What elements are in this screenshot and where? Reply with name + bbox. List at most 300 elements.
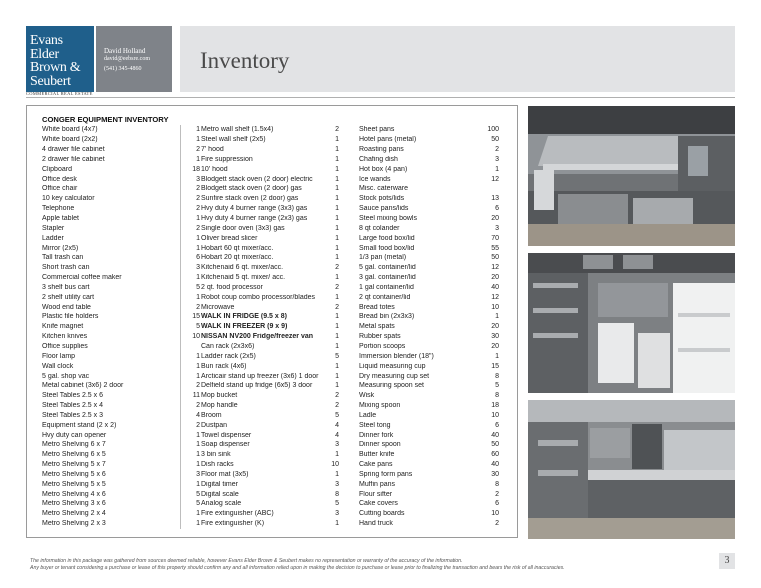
inventory-row — [201, 361, 361, 371]
item-quantity: 1 — [335, 175, 339, 183]
inventory-column-2 — [201, 125, 361, 529]
item-quantity: 1 — [335, 342, 339, 350]
item-name: Metro Shelving 5 x 7 — [42, 461, 106, 469]
inventory-row — [42, 263, 202, 273]
inventory-row — [201, 263, 361, 273]
item-quantity: 1 — [180, 214, 200, 224]
inventory-row — [359, 273, 509, 283]
item-name: Hvy duty can opener — [42, 431, 107, 439]
inventory-row — [201, 460, 361, 470]
item-name: 2 qt container/lid — [359, 293, 411, 301]
item-name: 3 shelf bus cart — [42, 283, 90, 291]
item-quantity: 1 — [335, 146, 339, 154]
inventory-row — [201, 292, 361, 302]
inventory-row — [201, 519, 361, 529]
item-name: Hotel pans (metal) — [359, 136, 417, 144]
inventory-row — [201, 371, 361, 381]
page-number: 3 — [719, 553, 735, 569]
item-quantity: 1 — [335, 470, 339, 478]
item-quantity: 1 — [180, 292, 200, 302]
item-quantity: 60 — [491, 451, 499, 459]
item-name: Hobart 20 qt mixer/acc. — [201, 254, 274, 262]
item-name: Steel Tables 2.5 x 3 — [42, 411, 103, 419]
inventory-row — [201, 342, 361, 352]
item-quantity: 10 — [491, 411, 499, 419]
inventory-row — [359, 184, 509, 194]
inventory-row — [42, 391, 202, 401]
item-name: White board (2x2) — [42, 136, 98, 144]
item-name: Small food box/lid — [359, 244, 415, 252]
item-quantity: 5 — [335, 352, 339, 360]
item-quantity: 20 — [491, 215, 499, 223]
item-quantity: 2 — [180, 420, 200, 430]
inventory-row — [201, 155, 361, 165]
item-quantity: 1 — [180, 519, 200, 529]
item-name: 8 qt colander — [359, 224, 400, 232]
item-quantity: 20 — [491, 274, 499, 282]
inventory-row — [42, 292, 202, 302]
inventory-row — [201, 253, 361, 263]
item-quantity: 20 — [491, 342, 499, 350]
item-name: Stock pots/lids — [359, 195, 405, 203]
item-name: Sunfire stack oven (2 door) gas — [201, 195, 299, 203]
item-name: Dinner spoon — [359, 441, 401, 449]
item-name: Wall clock — [42, 362, 74, 370]
inventory-row — [42, 145, 202, 155]
item-quantity: 1 — [335, 155, 339, 163]
item-quantity: 50 — [491, 254, 499, 262]
disclaimer-line: Any buyer or tenant considering a purchase or lease of this property should confirm any and all information relied upon in making the decision to purchase or lease prior to finalizing the transaction and bears the risk of all inaccuracies. — [30, 564, 565, 571]
inventory-row — [359, 243, 509, 253]
inventory-row — [359, 204, 509, 214]
item-name: Fire extinguisher (ABC) — [201, 510, 274, 518]
item-quantity: 50 — [491, 441, 499, 449]
item-quantity: 1 — [335, 382, 339, 390]
item-name: Bun rack (4x6) — [201, 362, 247, 370]
item-quantity: 1 — [335, 215, 339, 223]
inventory-row — [42, 283, 202, 293]
item-name: Hvy duty 4 burner range (3x3) gas — [201, 205, 308, 213]
item-quantity: 4 — [180, 410, 200, 420]
item-quantity: 1 — [335, 234, 339, 242]
item-name: Chafing dish — [359, 155, 398, 163]
item-name: Sheet pans — [359, 126, 395, 134]
item-name: Kitchen knives — [42, 333, 88, 341]
inventory-row — [42, 499, 202, 509]
item-quantity: 8 — [335, 490, 339, 498]
inventory-row — [359, 401, 509, 411]
item-quantity: 2 — [180, 223, 200, 233]
inventory-row — [42, 164, 202, 174]
inventory-row — [359, 302, 509, 312]
item-name: Can rack (2x3x6) — [201, 342, 255, 350]
inventory-row — [201, 509, 361, 519]
inventory-table — [26, 105, 518, 538]
item-name: NISSAN NV200 Fridge/freezer van — [201, 333, 314, 341]
item-name: Metro wall shelf (1.5x4) — [201, 126, 274, 134]
item-name: Ladder rack (2x5) — [201, 352, 256, 360]
item-name: Floor mat (3x5) — [201, 470, 249, 478]
item-quantity: 2 — [335, 264, 339, 272]
item-quantity: 1 — [335, 313, 339, 321]
inventory-row — [42, 342, 202, 352]
item-name: Microwave — [201, 303, 235, 311]
item-name: Office desk — [42, 175, 77, 183]
item-quantity: 1 — [335, 224, 339, 232]
header-divider — [26, 97, 735, 98]
item-quantity: 1 — [180, 440, 200, 450]
item-name: 10' hood — [201, 165, 228, 173]
item-quantity: 20 — [491, 323, 499, 331]
item-name: Dish racks — [201, 461, 234, 469]
inventory-row — [42, 361, 202, 371]
page-title: Inventory — [200, 48, 290, 73]
item-quantity: 1 — [180, 460, 200, 470]
item-quantity: 5 — [180, 489, 200, 499]
inventory-row — [359, 223, 509, 233]
item-name: Knife magnet — [42, 323, 84, 331]
item-name: Short trash can — [42, 264, 90, 272]
item-quantity: 1 — [335, 372, 339, 380]
item-name: Bread totes — [359, 303, 395, 311]
item-quantity: 8 — [495, 392, 499, 400]
item-quantity: 6 — [495, 205, 499, 213]
inventory-row — [42, 204, 202, 214]
inventory-row — [42, 430, 202, 440]
item-quantity: 6 — [180, 253, 200, 263]
inventory-row — [359, 420, 509, 430]
inventory-row — [42, 470, 202, 480]
item-quantity: 2 — [180, 145, 200, 155]
item-quantity: 2 — [495, 520, 499, 528]
item-quantity: 5 — [495, 382, 499, 390]
inventory-row — [42, 302, 202, 312]
inventory-row — [359, 351, 509, 361]
item-quantity: 5 — [335, 411, 339, 419]
item-name: Kitchenaid 5 qt. mixer/ acc. — [201, 274, 286, 282]
item-quantity: 6 — [495, 500, 499, 508]
item-name: White board (4x7) — [42, 126, 98, 134]
inventory-row — [42, 155, 202, 165]
item-name: Mirror (2x5) — [42, 244, 79, 252]
item-quantity: 40 — [491, 431, 499, 439]
item-name: 3 gal. container/lid — [359, 274, 416, 282]
item-name: Broom — [201, 411, 222, 419]
item-quantity: 1 — [335, 205, 339, 213]
inventory-row — [42, 450, 202, 460]
inventory-row — [359, 233, 509, 243]
inventory-row — [42, 253, 202, 263]
item-name: Steel Tables 2.5 x 6 — [42, 392, 103, 400]
item-quantity: 1 — [180, 233, 200, 243]
item-name: Misc. caterware — [359, 185, 409, 193]
item-quantity — [469, 184, 499, 194]
item-name: Cutting boards — [359, 510, 405, 518]
item-quantity: 1 — [180, 509, 200, 519]
inventory-row — [201, 351, 361, 361]
item-name: Tall trash can — [42, 254, 84, 262]
item-name: 3 bin sink — [201, 451, 231, 459]
inventory-row — [359, 283, 509, 293]
item-quantity: 30 — [491, 470, 499, 478]
inventory-row — [42, 174, 202, 184]
inventory-row — [42, 509, 202, 519]
item-name: Office supplies — [42, 342, 88, 350]
item-name: Plastic file holders — [42, 313, 99, 321]
item-quantity: 18 — [491, 402, 499, 410]
item-name: 10 key calculator — [42, 195, 95, 203]
inventory-row — [359, 470, 509, 480]
inventory-row — [42, 322, 202, 332]
inventory-row — [42, 351, 202, 361]
item-name: Steel Tables 2.5 x 4 — [42, 402, 103, 410]
company-logo — [26, 26, 94, 92]
item-quantity: 2 — [335, 126, 339, 134]
agent-contact-card — [96, 26, 172, 92]
inventory-row — [201, 430, 361, 440]
item-name: Metro Shelving 4 x 6 — [42, 490, 106, 498]
inventory-row — [359, 253, 509, 263]
inventory-row — [42, 479, 202, 489]
item-name: 5 gal. container/lid — [359, 264, 416, 272]
inventory-row — [359, 361, 509, 371]
item-name: Digital scale — [201, 490, 239, 498]
item-quantity: 40 — [491, 461, 499, 469]
item-quantity: 6 — [495, 421, 499, 429]
item-name: Metal spats — [359, 323, 395, 331]
item-quantity: 1 — [335, 165, 339, 173]
inventory-row — [201, 479, 361, 489]
item-name: Large food box/lid — [359, 234, 415, 242]
company-tagline: COMMERCIAL REAL ESTATE — [26, 91, 93, 96]
item-name: Steel wall shelf (2x5) — [201, 136, 266, 144]
inventory-row — [201, 283, 361, 293]
inventory-row — [42, 243, 202, 253]
logo-line: Elder — [30, 46, 59, 62]
item-quantity: 1 — [180, 155, 200, 165]
inventory-row — [201, 391, 361, 401]
inventory-row — [42, 460, 202, 470]
item-name: Muffin pans — [359, 480, 396, 488]
item-quantity: 3 — [335, 480, 339, 488]
item-name: Metro Shelving 2 x 4 — [42, 510, 106, 518]
title-bar — [180, 26, 735, 92]
item-quantity: 1 — [180, 351, 200, 361]
item-quantity: 3 — [335, 510, 339, 518]
inventory-row — [201, 401, 361, 411]
item-name: 2 shelf utility cart — [42, 293, 95, 301]
inventory-row — [201, 381, 361, 391]
inventory-row — [42, 223, 202, 233]
item-quantity: 3 — [335, 441, 339, 449]
item-quantity: 1 — [180, 361, 200, 371]
item-quantity: 1 — [180, 371, 200, 381]
item-name: Ladder — [42, 234, 64, 242]
inventory-row — [359, 450, 509, 460]
item-quantity: 5 — [180, 322, 200, 332]
item-name: Telephone — [42, 205, 75, 213]
item-quantity: 3 — [180, 470, 200, 480]
inventory-row — [201, 499, 361, 509]
item-quantity: 5 — [180, 283, 200, 293]
item-name: Wisk — [359, 392, 375, 400]
item-name: Metro Shelving 3 x 6 — [42, 500, 106, 508]
inventory-row — [201, 489, 361, 499]
item-quantity: 1 — [335, 274, 339, 282]
item-name: Cake pans — [359, 461, 393, 469]
item-name: Mop handle — [201, 402, 238, 410]
inventory-row — [201, 420, 361, 430]
inventory-row — [359, 381, 509, 391]
inventory-row — [359, 499, 509, 509]
item-quantity: 2 — [335, 392, 339, 400]
item-quantity: 2 — [180, 194, 200, 204]
item-quantity: 3 — [495, 224, 499, 232]
item-name: Metro Shelving 6 x 5 — [42, 451, 106, 459]
inventory-row — [201, 184, 361, 194]
item-name: Stapler — [42, 224, 65, 232]
item-name: 4 drawer file cabinet — [42, 146, 105, 154]
item-quantity: 1 — [335, 333, 339, 341]
agent-email: david@eebsre.com — [104, 56, 151, 62]
inventory-row — [359, 332, 509, 342]
inventory-row — [201, 194, 361, 204]
item-name: Metro Shelving 5 x 5 — [42, 480, 106, 488]
item-name: Steel tong — [359, 421, 391, 429]
inventory-row — [42, 381, 202, 391]
item-name: Metro Shelving 6 x 7 — [42, 441, 106, 449]
inventory-row — [201, 440, 361, 450]
logo-line: Evans — [30, 33, 63, 48]
inventory-row — [359, 322, 509, 332]
item-name: Roasting pans — [359, 146, 404, 154]
inventory-row — [359, 410, 509, 420]
item-quantity: 1 — [180, 450, 200, 460]
item-quantity: 10 — [331, 461, 339, 469]
item-name: 7' hood — [201, 146, 224, 154]
item-name: Commercial coffee maker — [42, 274, 122, 282]
inventory-row — [359, 155, 509, 165]
inventory-row — [201, 145, 361, 155]
inventory-row — [42, 184, 202, 194]
item-quantity: 1 — [495, 352, 499, 360]
item-quantity: 1 — [335, 254, 339, 262]
item-quantity: 40 — [491, 283, 499, 291]
item-quantity: 12 — [491, 175, 499, 183]
item-quantity: 100 — [487, 126, 499, 134]
item-name: Office chair — [42, 185, 78, 193]
item-quantity: 1 — [180, 479, 200, 489]
item-name: Single door oven (3x3) gas — [201, 224, 285, 232]
inventory-row — [359, 174, 509, 184]
item-quantity: 2 — [495, 146, 499, 154]
inventory-row — [359, 125, 509, 135]
inventory-row — [42, 410, 202, 420]
walk-in-storage-photo — [528, 253, 735, 393]
item-name: WALK IN FREEZER (9 x 9) — [201, 323, 288, 331]
item-quantity: 8 — [495, 480, 499, 488]
item-name: Towel dispenser — [201, 431, 252, 439]
item-name: Cake covers — [359, 500, 398, 508]
item-quantity: 4 — [335, 431, 339, 439]
item-name: Bread bin (2x3x3) — [359, 313, 415, 321]
inventory-row — [359, 460, 509, 470]
item-name: Ice wands — [359, 175, 391, 183]
inventory-column-1 — [42, 125, 202, 529]
logo-line: Seubert — [30, 73, 71, 89]
inventory-row — [359, 342, 509, 352]
item-name: Digital timer — [201, 480, 238, 488]
inventory-row — [201, 125, 361, 135]
agent-phone: (541) 345-4860 — [104, 66, 142, 72]
item-quantity — [180, 342, 200, 352]
item-quantity: 55 — [491, 244, 499, 252]
inventory-row — [359, 391, 509, 401]
item-name: Robot coup combo processor/blades — [201, 293, 316, 301]
inventory-row — [42, 489, 202, 499]
inventory-row — [42, 135, 202, 145]
prep-area-photo — [528, 400, 735, 539]
inventory-row — [201, 164, 361, 174]
item-name: 2 qt. food processor — [201, 283, 263, 291]
item-quantity: 3 — [180, 263, 200, 273]
item-name: Spring form pans — [359, 470, 413, 478]
item-name: Dustpan — [201, 421, 228, 429]
item-name: WALK IN FRIDGE (9.5 x 8) — [201, 313, 287, 321]
item-name: Oliver bread slicer — [201, 234, 258, 242]
item-name: Dry measuring cup set — [359, 372, 430, 380]
item-quantity: 1 — [180, 273, 200, 283]
inventory-row — [201, 312, 361, 322]
item-quantity: 1 — [335, 195, 339, 203]
inventory-row — [359, 194, 509, 204]
item-quantity: 2 — [180, 401, 200, 411]
inventory-row — [201, 332, 361, 342]
item-name: Analog scale — [201, 500, 242, 508]
item-name: Portion scoops — [359, 342, 406, 350]
inventory-row — [201, 302, 361, 312]
item-name: Hand truck — [359, 520, 393, 528]
item-name: Metal cabinet (3x6) 2 door — [42, 382, 124, 390]
inventory-row — [359, 489, 509, 499]
item-name: Soap dispenser — [201, 441, 250, 449]
inventory-row — [201, 174, 361, 184]
item-name: Hvy duty 4 burner range (2x3) gas — [201, 215, 308, 223]
item-quantity: 3 — [495, 155, 499, 163]
inventory-row — [359, 440, 509, 450]
item-quantity: 4 — [335, 421, 339, 429]
item-quantity: 10 — [180, 332, 200, 342]
inventory-row — [359, 145, 509, 155]
item-name: 2 drawer file cabinet — [42, 155, 105, 163]
item-quantity: 5 — [180, 499, 200, 509]
inventory-row — [359, 135, 509, 145]
item-quantity: 1 — [180, 243, 200, 253]
item-quantity: 70 — [491, 234, 499, 242]
item-name: Mixing spoon — [359, 402, 401, 410]
item-name: Wood end table — [42, 303, 91, 311]
item-name: 1/3 pan (metal) — [359, 254, 407, 262]
item-name: Dinner fork — [359, 431, 394, 439]
inventory-row — [42, 214, 202, 224]
item-name: Equipment stand (2 x 2) — [42, 421, 117, 429]
inventory-row — [201, 470, 361, 480]
inventory-row — [359, 509, 509, 519]
inventory-row — [201, 410, 361, 420]
item-name: 5 gal. shop vac — [42, 372, 90, 380]
item-name: Immersion blender (18") — [359, 352, 434, 360]
item-quantity: 2 — [180, 184, 200, 194]
